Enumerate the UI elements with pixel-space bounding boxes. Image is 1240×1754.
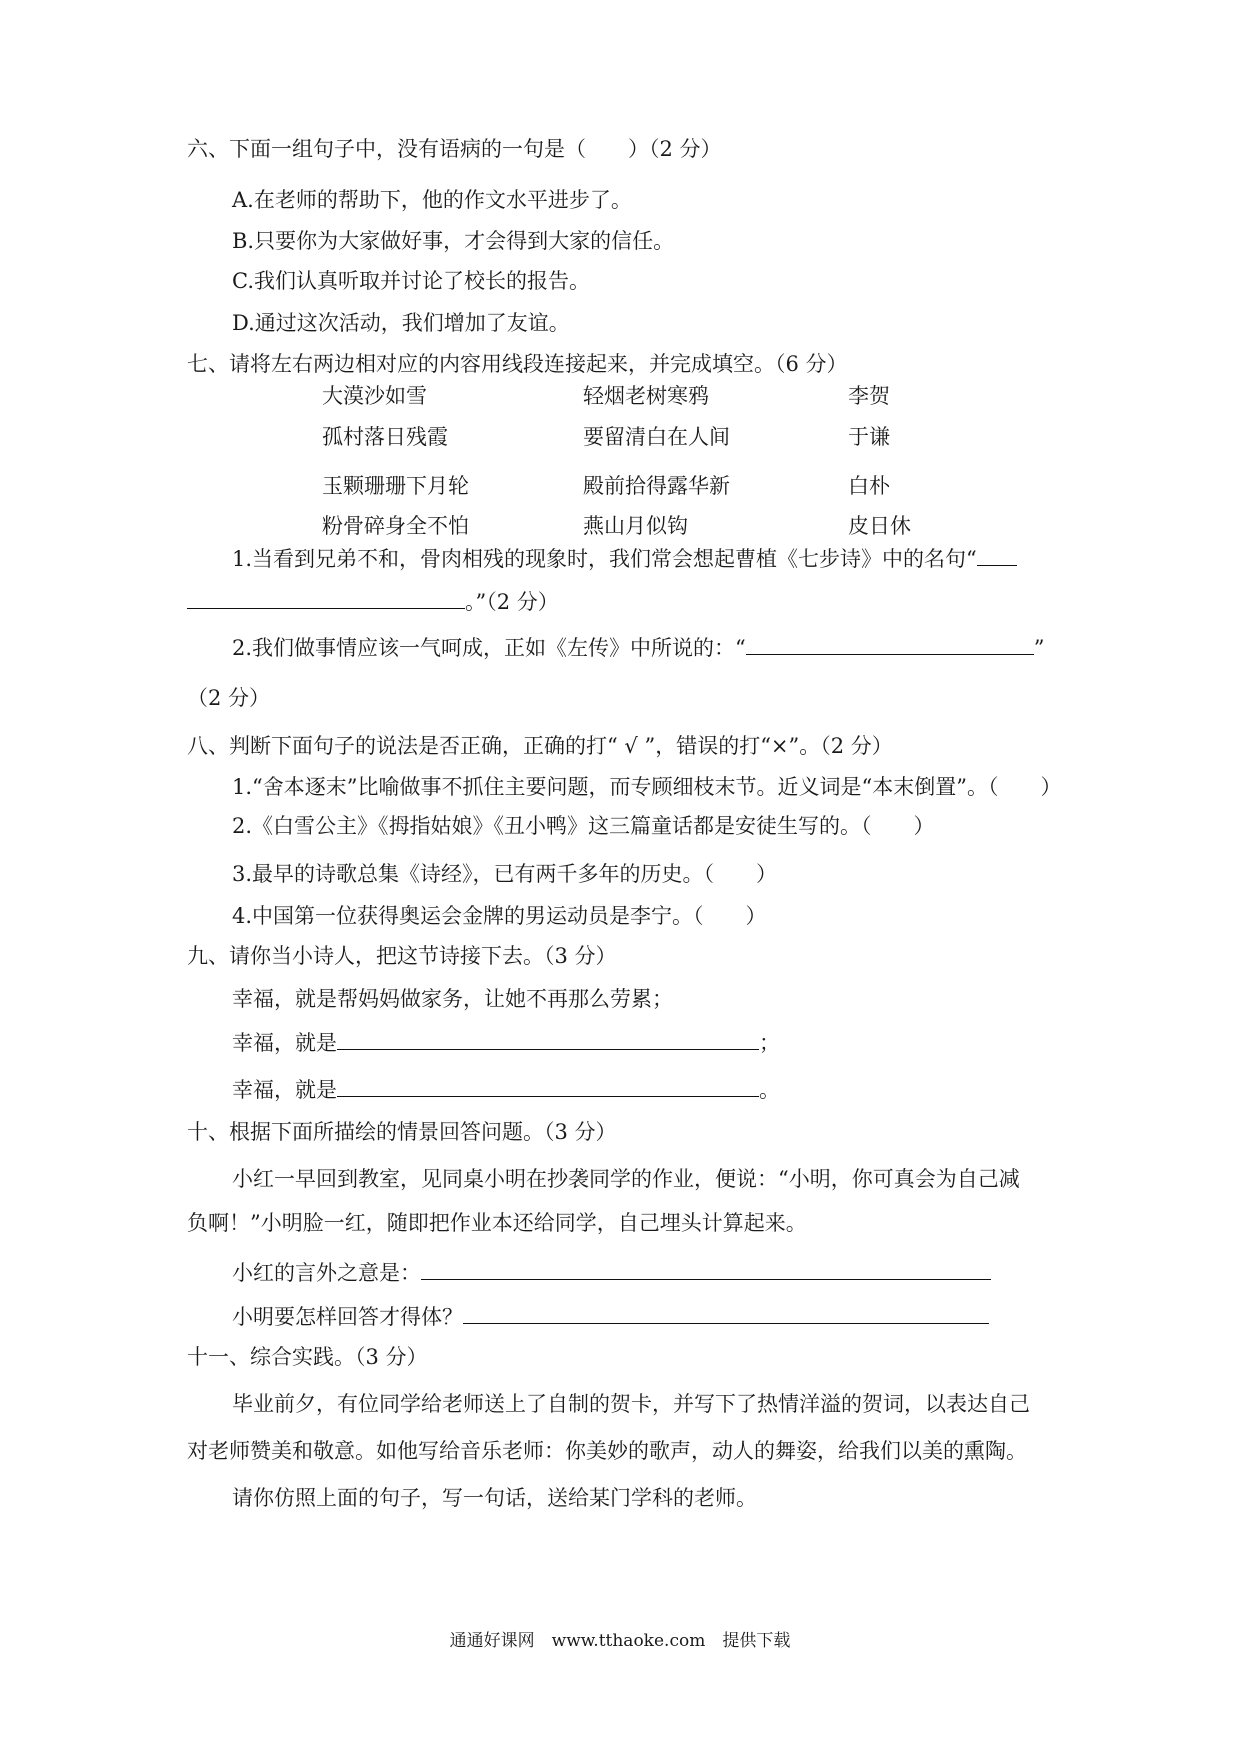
q7-item1-line2 <box>187 588 559 616</box>
q8-title: 八、判断下面句子的说法是否正确，正确的打“ √ ”，错误的打“×”。（2 分） <box>187 734 893 758</box>
q11-para3: 请你仿照上面的句子，写一句话，送给某门学科的老师。 <box>232 1486 757 1510</box>
q10-question1-answer-blank[interactable] <box>421 1259 991 1280</box>
q7-item2-close-quote: ” <box>1033 636 1045 660</box>
q8-item: 3.最早的诗歌总集《诗经》，已有两千多年的历史。（ ） <box>232 862 778 886</box>
q8-item: 4.中国第一位获得奥运会金牌的男运动员是李宁。（ ） <box>232 904 767 928</box>
q10-para1: 小红一早回到教室，见同桌小明在抄袭同学的作业，便说：“小明，你可真会为自己减 <box>232 1167 1020 1191</box>
q9-line1: 幸福，就是帮妈妈做家务，让她不再那么劳累； <box>232 987 673 1011</box>
q7-middle-item: 殿前拾得露华新 <box>583 474 730 498</box>
q7-item1-text: 1.当看到兄弟不和，骨肉相残的现象时，我们常会想起曹植《七步诗》中的名句“ <box>232 547 977 571</box>
q6-option-a: A.在老师的帮助下，他的作文水平进步了。 <box>232 188 632 212</box>
q7-item2-line <box>232 634 1045 662</box>
q10-para2: 负啊！”小明脸一红，随即把作业本还给同学，自己埋头计算起来。 <box>187 1211 807 1235</box>
q6-option-b: B.只要你为大家做好事，才会得到大家的信任。 <box>232 229 675 253</box>
q9-title: 九、请你当小诗人，把这节诗接下去。（3 分） <box>187 944 617 968</box>
q11-para2: 对老师赞美和敬意。如他写给音乐老师：你美妙的歌声，动人的舞姿，给我们以美的熏陶。 <box>187 1439 1027 1463</box>
q7-left-item: 玉颗珊珊下月轮 <box>322 474 469 498</box>
q10-question2-label: 小明要怎样回答才得体？ <box>232 1305 463 1329</box>
q7-middle-item: 要留清白在人间 <box>583 425 730 449</box>
q7-right-item: 皮日休 <box>848 514 911 538</box>
q7-title: 七、请将左右两边相对应的内容用线段连接起来，并完成填空。（6 分） <box>187 352 848 376</box>
q10-title: 十、根据下面所描绘的情景回答问题。（3 分） <box>187 1120 617 1144</box>
q9-line2-answer-blank[interactable] <box>337 1029 759 1050</box>
q7-item1-answer-blank[interactable] <box>187 588 465 609</box>
q9-line3-end: 。 <box>759 1078 780 1102</box>
q7-item2-answer-blank[interactable] <box>746 634 1034 655</box>
q10-question2 <box>232 1303 989 1331</box>
q10-question1-label: 小红的言外之意是： <box>232 1261 421 1285</box>
q8-item: 1.“舍本逐末”比喻做事不抓住主要问题，而专顾细枝末节。近义词是“本末倒置”。（ ） <box>232 775 1062 799</box>
q7-item1-end: 。”（2 分） <box>465 590 559 614</box>
q7-middle-item: 轻烟老树寒鸦 <box>583 384 709 408</box>
q9-line2-prefix: 幸福，就是 <box>232 1031 337 1055</box>
q9-line3-prefix: 幸福，就是 <box>232 1078 337 1102</box>
q7-item2-score: （2 分） <box>187 686 271 710</box>
q10-question1 <box>232 1259 991 1287</box>
q7-item1-answer-blank-start[interactable] <box>977 545 1017 566</box>
q9-line3-answer-blank[interactable] <box>337 1076 759 1097</box>
q7-right-item: 李贺 <box>848 384 890 408</box>
q7-left-item: 大漠沙如雪 <box>322 384 427 408</box>
q10-question2-answer-blank[interactable] <box>463 1303 989 1324</box>
q7-left-item: 粉骨碎身全不怕 <box>322 514 469 538</box>
q6-option-c: C.我们认真听取并讨论了校长的报告。 <box>232 269 590 293</box>
q7-right-item: 于谦 <box>848 425 890 449</box>
q9-line2 <box>232 1029 780 1057</box>
q11-title: 十一、综合实践。（3 分） <box>187 1345 428 1369</box>
q8-item: 2.《白雪公主》《拇指姑娘》《丑小鸭》这三篇童话都是安徒生写的。（ ） <box>232 814 935 838</box>
q9-line3 <box>232 1076 780 1104</box>
q7-right-item: 白朴 <box>848 474 890 498</box>
q6-option-d: D.通过这次活动，我们增加了友谊。 <box>232 311 570 335</box>
footer-source: 通通好课网 www.tthaoke.com 提供下载 <box>449 1631 791 1651</box>
q11-para1: 毕业前夕，有位同学给老师送上了自制的贺卡，并写下了热情洋溢的贺词，以表达自己 <box>232 1392 1030 1416</box>
q6-title: 六、下面一组句子中，没有语病的一句是（ ）（2 分） <box>187 137 722 161</box>
q7-item1-line <box>232 545 1017 573</box>
q9-line2-end: ； <box>759 1031 780 1055</box>
q7-left-item: 孤村落日残霞 <box>322 425 448 449</box>
q7-item2-text: 2.我们做事情应该一气呵成，正如《左传》中所说的：“ <box>232 636 746 660</box>
q7-middle-item: 燕山月似钩 <box>583 514 688 538</box>
